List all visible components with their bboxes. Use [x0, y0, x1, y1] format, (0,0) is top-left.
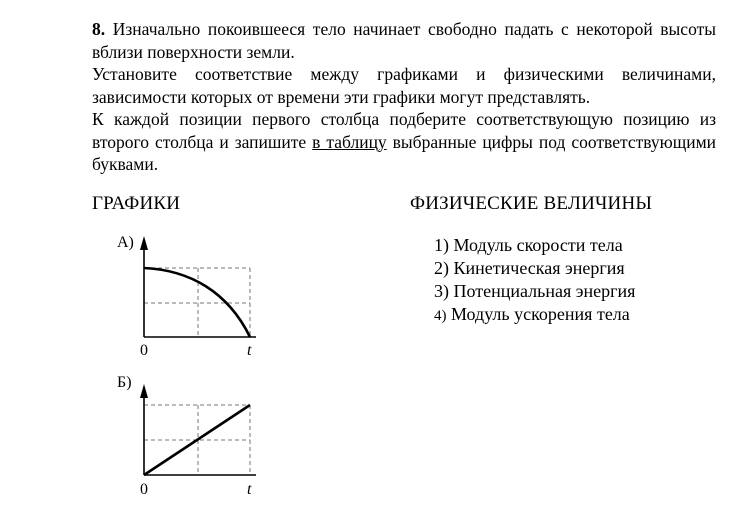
- quantity-number: 3): [434, 281, 449, 301]
- quantity-item-3: [434, 280, 635, 303]
- graph-a-label: А): [117, 234, 134, 251]
- quantity-text: Потенциальная энергия: [453, 281, 636, 301]
- graph-a-origin-label: 0: [140, 342, 148, 359]
- graph-b-origin-label: 0: [140, 481, 148, 498]
- quantity-text: Модуль ускорения тела: [451, 304, 630, 324]
- graph-b-y-axis-arrow: [140, 384, 148, 398]
- problem-statement: [92, 18, 716, 176]
- quantity-text: Кинетическая энергия: [453, 258, 625, 278]
- paragraph-3-end: выбранные цифры под соответствующими буквами.: [92, 131, 717, 174]
- graph-b-label: Б): [117, 374, 132, 391]
- graph-a-y-axis-arrow: [140, 236, 148, 250]
- quantity-text: Модуль скорости тела: [453, 235, 623, 255]
- graph-b-t-label: t: [247, 481, 252, 498]
- problem-number: 8.: [92, 19, 106, 39]
- quantities-list: [434, 234, 635, 328]
- problem-paragraph-1-text: Изначально покоившееся тело начинает свободно падать с некоторой высоты вблизи поверхности земли.: [92, 19, 716, 62]
- quantity-item-2: [434, 257, 635, 280]
- quantity-number: 2): [434, 258, 449, 278]
- graph-a-t-label: t: [247, 342, 252, 359]
- answer-table-link: в таблицу: [312, 131, 387, 152]
- quantity-number: 1): [434, 235, 449, 255]
- problem-paragraph-1: [92, 18, 716, 63]
- graph-b: [130, 378, 270, 508]
- problem-paragraph-2: Установите соответствие между графиками и физическими величинами, зависимости которых от времени эти графики могут представлять.: [92, 64, 716, 107]
- quantity-item-4: [434, 303, 635, 328]
- quantity-number: 4): [434, 308, 447, 324]
- problem-paragraph-3: [92, 108, 716, 176]
- graph-a-grid: [144, 268, 250, 337]
- paragraph-3-start: К каждой позиции первого столбца подберите соответствующую позицию из второго столбца и запишите: [92, 109, 716, 152]
- graph-a: [130, 230, 270, 360]
- quantity-item-1: [434, 234, 635, 257]
- quantities-column-heading: ФИЗИЧЕСКИЕ ВЕЛИЧИНЫ: [410, 193, 653, 214]
- graphs-column-heading: ГРАФИКИ: [92, 193, 181, 214]
